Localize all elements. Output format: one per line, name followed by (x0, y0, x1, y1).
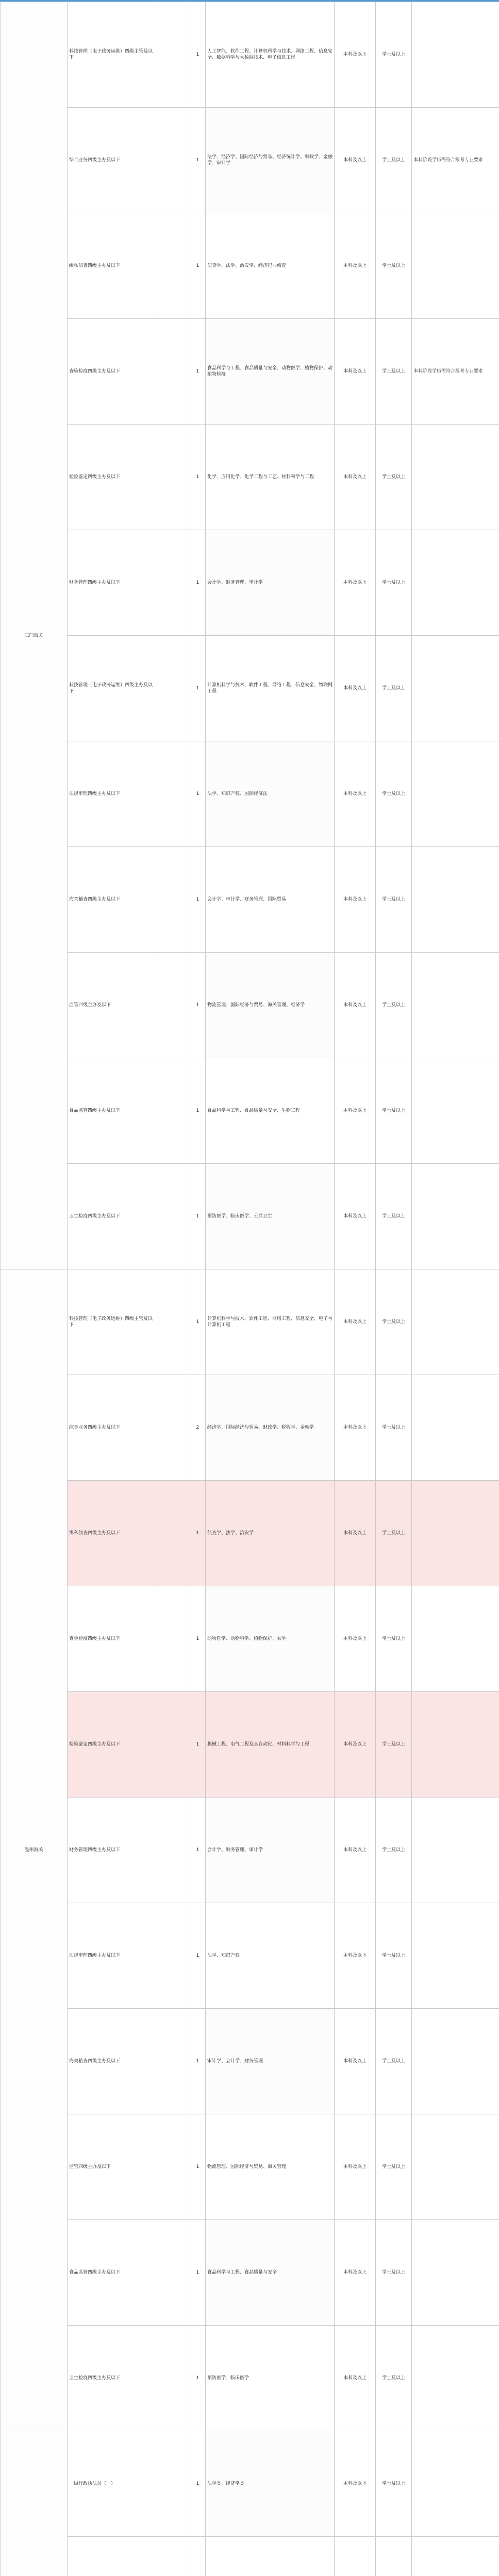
other-cell (412, 636, 499, 741)
count-cell (190, 2537, 206, 2576)
education-cell: 本科及以上 (335, 1586, 376, 1692)
other-cell (412, 1692, 499, 1798)
major-cell: 物流管理、国际经济与贸易、海关管理、经济学 (206, 953, 335, 1058)
education-cell: 本科及以上 (335, 1481, 376, 1586)
count-cell: 1 (190, 1692, 206, 1798)
major-cell: 计算机科学与技术、软件工程、网络工程、信息安全、电子与计算机工程 (206, 1269, 335, 1375)
degree-cell: 学士及以上 (376, 2009, 412, 2114)
other-cell: 本科阶段学历需符合报考专业要求 (412, 319, 499, 425)
other-cell (412, 2114, 499, 2220)
office-cell: 财务管理四级主办及以下 (68, 530, 158, 636)
table-row (1, 2, 499, 108)
major-cell: 法学、知识产权、国际经济法 (206, 741, 335, 847)
position-cell (158, 1798, 190, 1903)
position-cell (158, 213, 190, 319)
degree-cell: 学士及以上 (376, 953, 412, 1058)
education-cell: 本科及以上 (335, 2009, 376, 2114)
office-cell: 法规审理四级主办及以下 (68, 741, 158, 847)
count-cell: 1 (190, 425, 206, 530)
table-row (1, 1058, 499, 1164)
other-cell (412, 1375, 499, 1481)
major-cell: 会计学、审计学、财务管理、国际贸易 (206, 847, 335, 953)
major-cell: 经济学、国际经济与贸易、财政学、税收学、金融学 (206, 1375, 335, 1481)
table-row (1, 1269, 499, 1375)
other-cell (412, 1269, 499, 1375)
degree-cell: 学士及以上 (376, 1798, 412, 1903)
office-cell: 科技管理（电子政务运维）四级主管及以下 (68, 2, 158, 108)
office-cell: 查验检疫四级主办及以下 (68, 319, 158, 425)
degree-cell: 学士及以上 (376, 636, 412, 741)
major-cell: 人工智能、软件工程、计算机科学与技术、网络工程、信息安全、数据科学与大数据技术、电子信息工程 (206, 2, 335, 108)
office-cell: 检验鉴定四级主办及以下 (68, 425, 158, 530)
major-cell: 侦查学、法学、治安学 (206, 1481, 335, 1586)
degree-cell: 学士及以上 (376, 530, 412, 636)
degree-cell: 学士及以上 (376, 2431, 412, 2537)
table-row (1, 319, 499, 425)
degree-cell: 学士及以上 (376, 1164, 412, 1269)
other-cell (412, 2537, 499, 2576)
position-cell (158, 1375, 190, 1481)
department-cell: 三门海关 (1, 2, 68, 1269)
degree-cell: 学士及以上 (376, 1692, 412, 1798)
other-cell (412, 1586, 499, 1692)
count-cell: 1 (190, 1798, 206, 1903)
count-cell: 1 (190, 1481, 206, 1586)
education-cell: 本科及以上 (335, 636, 376, 741)
count-cell: 1 (190, 2220, 206, 2326)
count-cell: 1 (190, 2326, 206, 2431)
degree-cell: 学士及以上 (376, 2220, 412, 2326)
education-cell: 本科及以上 (335, 847, 376, 953)
education-cell: 本科及以上 (335, 1164, 376, 1269)
major-cell: 预防医学、临床医学、公共卫生 (206, 1164, 335, 1269)
other-cell (412, 2326, 499, 2431)
count-cell: 1 (190, 847, 206, 953)
count-cell: 1 (190, 1903, 206, 2009)
table-row (1, 1164, 499, 1269)
table-row (1, 530, 499, 636)
table-row (1, 2431, 499, 2537)
education-cell: 本科及以上 (335, 741, 376, 847)
count-cell: 1 (190, 2431, 206, 2537)
other-cell (412, 1798, 499, 1903)
position-cell (158, 425, 190, 530)
degree-cell: 学士及以上 (376, 1058, 412, 1164)
position-cell (158, 2114, 190, 2220)
major-cell: 会计学、财务管理、审计学 (206, 1798, 335, 1903)
count-cell: 2 (190, 1375, 206, 1481)
office-cell: 监管四级主办及以下 (68, 953, 158, 1058)
table-row (1, 2220, 499, 2326)
other-cell (412, 2009, 499, 2114)
education-cell: 本科及以上 (335, 2431, 376, 2537)
position-cell (158, 1164, 190, 1269)
major-cell: 法学类、经济学类 (206, 2431, 335, 2537)
count-cell: 1 (190, 636, 206, 741)
major-cell: 预防医学、临床医学 (206, 2326, 335, 2431)
office-cell: 监管四级主办及以下 (68, 2114, 158, 2220)
other-cell (412, 741, 499, 847)
other-cell (412, 2220, 499, 2326)
other-cell (412, 2, 499, 108)
education-cell: 本科及以上 (335, 319, 376, 425)
other-cell (412, 2431, 499, 2537)
office-cell: 财务管理四级主办及以下 (68, 1798, 158, 1903)
degree-cell: 学士及以上 (376, 1586, 412, 1692)
table-row (1, 1481, 499, 1586)
count-cell: 1 (190, 319, 206, 425)
position-cell (158, 1692, 190, 1798)
office-cell: 食品监管四级主办及以下 (68, 1058, 158, 1164)
table-row (1, 213, 499, 319)
major-cell: 法学、经济学、国际经济与贸易、经济统计学、财政学、金融学、审计学 (206, 108, 335, 213)
table-row (1, 1375, 499, 1481)
major-cell: 计算机科学与技术、软件工程、网络工程、信息安全、物联网工程 (206, 636, 335, 741)
office-cell: 食品监管四级主办及以下 (68, 2220, 158, 2326)
degree-cell: 学士及以上 (376, 213, 412, 319)
position-cell (158, 319, 190, 425)
office-cell: 科技管理（电子政务运维）四级主管及以下 (68, 1269, 158, 1375)
position-cell (158, 2220, 190, 2326)
position-cell (158, 2326, 190, 2431)
position-cell (158, 847, 190, 953)
table-row (1, 425, 499, 530)
table-row (1, 741, 499, 847)
other-cell (412, 425, 499, 530)
education-cell: 本科及以上 (335, 425, 376, 530)
office-cell: 综合业务四级主办及以下 (68, 1375, 158, 1481)
position-cell (158, 2537, 190, 2576)
major-cell: 动物医学、动物科学、植物保护、农学 (206, 1586, 335, 1692)
major-cell: 机械工程、电气工程及其自动化、材料科学与工程 (206, 1692, 335, 1798)
other-cell: 本科阶段学历需符合报考专业要求 (412, 108, 499, 213)
education-cell: 本科及以上 (335, 1692, 376, 1798)
major-cell (206, 2537, 335, 2576)
table-row (1, 2114, 499, 2220)
position-cell (158, 1903, 190, 2009)
other-cell (412, 530, 499, 636)
office-cell: 综合业务四级主办及以下 (68, 108, 158, 213)
major-cell: 化学、应用化学、化学工程与工艺、材料科学与工程 (206, 425, 335, 530)
office-cell: 检验鉴定四级主办及以下 (68, 1692, 158, 1798)
office-cell: 海关稽查四级主办及以下 (68, 2009, 158, 2114)
degree-cell: 学士及以上 (376, 2114, 412, 2220)
position-cell (158, 1586, 190, 1692)
department-cell: 温州海关 (1, 1269, 68, 2431)
other-cell (412, 953, 499, 1058)
position-cell (158, 108, 190, 213)
table-row (1, 953, 499, 1058)
degree-cell: 学士及以上 (376, 1481, 412, 1586)
education-cell: 本科及以上 (335, 1903, 376, 2009)
degree-cell: 学士及以上 (376, 1269, 412, 1375)
position-cell (158, 1481, 190, 1586)
office-cell: 查验检疫四级主办及以下 (68, 1586, 158, 1692)
count-cell: 1 (190, 1586, 206, 1692)
count-cell: 1 (190, 108, 206, 213)
other-cell (412, 1481, 499, 1586)
count-cell: 1 (190, 741, 206, 847)
position-cell (158, 2009, 190, 2114)
count-cell: 1 (190, 2, 206, 108)
table-row (1, 1692, 499, 1798)
table-row (1, 108, 499, 213)
degree-cell: 学士及以上 (376, 1903, 412, 2009)
major-cell: 食品科学与工程、食品质量与安全 (206, 2220, 335, 2326)
position-cell (158, 2, 190, 108)
education-cell: 本科及以上 (335, 1058, 376, 1164)
education-cell: 本科及以上 (335, 2, 376, 108)
position-cell (158, 953, 190, 1058)
other-cell (412, 847, 499, 953)
education-cell: 本科及以上 (335, 1798, 376, 1903)
other-cell (412, 1903, 499, 2009)
count-cell: 1 (190, 2114, 206, 2220)
table-row (1, 1586, 499, 1692)
major-cell: 食品科学与工程、食品质量与安全、动物医学、植物保护、动植物检疫 (206, 319, 335, 425)
department-cell (1, 2431, 68, 2576)
education-cell (335, 2537, 376, 2576)
table-row (1, 1798, 499, 1903)
table-row (1, 847, 499, 953)
position-cell (158, 636, 190, 741)
table-row (1, 2326, 499, 2431)
office-cell: 科技管理（电子政务运维）四级主办及以下 (68, 636, 158, 741)
recruitment-table (0, 2, 499, 2576)
education-cell: 本科及以上 (335, 530, 376, 636)
major-cell: 法学、知识产权 (206, 1903, 335, 2009)
office-cell: 法规审理四级主办及以下 (68, 1903, 158, 2009)
office-cell: 缉私侦查四级主办及以下 (68, 213, 158, 319)
office-cell: 缉私侦查四级主办及以下 (68, 1481, 158, 1586)
position-cell (158, 530, 190, 636)
degree-cell: 学士及以上 (376, 2, 412, 108)
other-cell (412, 1058, 499, 1164)
table-row (1, 636, 499, 741)
education-cell: 本科及以上 (335, 213, 376, 319)
education-cell: 本科及以上 (335, 1375, 376, 1481)
count-cell: 1 (190, 1164, 206, 1269)
education-cell: 本科及以上 (335, 108, 376, 213)
table-row (1, 2009, 499, 2114)
table-row (1, 2537, 499, 2576)
major-cell: 会计学、财务管理、审计学 (206, 530, 335, 636)
count-cell: 1 (190, 953, 206, 1058)
degree-cell: 学士及以上 (376, 2326, 412, 2431)
degree-cell: 学士及以上 (376, 847, 412, 953)
table-row (1, 1903, 499, 2009)
education-cell: 本科及以上 (335, 953, 376, 1058)
education-cell: 本科及以上 (335, 2326, 376, 2431)
degree-cell: 学士及以上 (376, 1375, 412, 1481)
office-cell (68, 2537, 158, 2576)
count-cell: 1 (190, 213, 206, 319)
degree-cell: 学士及以上 (376, 319, 412, 425)
major-cell: 侦查学、法学、治安学、经济犯罪侦查 (206, 213, 335, 319)
other-cell (412, 213, 499, 319)
table-body (1, 2, 499, 2576)
degree-cell: 学士及以上 (376, 425, 412, 530)
count-cell: 1 (190, 1058, 206, 1164)
education-cell: 本科及以上 (335, 2220, 376, 2326)
education-cell: 本科及以上 (335, 1269, 376, 1375)
count-cell: 1 (190, 1269, 206, 1375)
position-cell (158, 1269, 190, 1375)
count-cell: 1 (190, 530, 206, 636)
office-cell: 海关稽查四级主办及以下 (68, 847, 158, 953)
degree-cell (376, 2537, 412, 2576)
office-cell: 一级行政执法员（一） (68, 2431, 158, 2537)
position-cell (158, 741, 190, 847)
major-cell: 食品科学与工程、食品质量与安全、生物工程 (206, 1058, 335, 1164)
office-cell: 卫生检疫四级主办及以下 (68, 2326, 158, 2431)
major-cell: 审计学、会计学、财务管理 (206, 2009, 335, 2114)
other-cell (412, 1164, 499, 1269)
office-cell: 卫生检疫四级主办及以下 (68, 1164, 158, 1269)
major-cell: 物流管理、国际经济与贸易、海关管理 (206, 2114, 335, 2220)
position-cell (158, 2431, 190, 2537)
degree-cell: 学士及以上 (376, 741, 412, 847)
position-cell (158, 1058, 190, 1164)
degree-cell: 学士及以上 (376, 108, 412, 213)
count-cell: 1 (190, 2009, 206, 2114)
education-cell: 本科及以上 (335, 2114, 376, 2220)
